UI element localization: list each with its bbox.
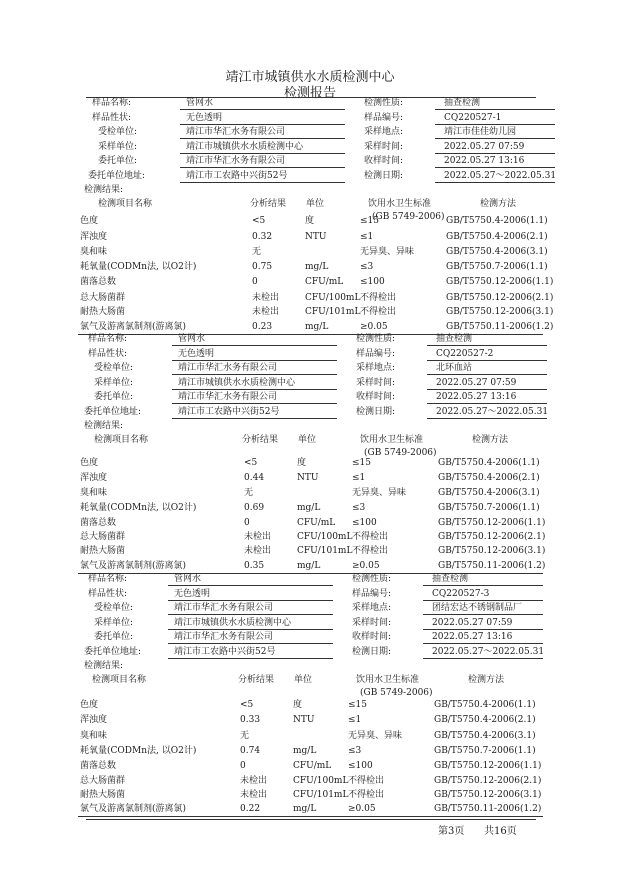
value-recv-time: 2022.05.27 13:16 <box>444 156 525 166</box>
row-standard: ≥0.05 <box>352 561 380 571</box>
row-item-name: 氯气及游离氯制剂(游离氯) <box>80 804 187 814</box>
row-result: 0 <box>244 518 250 528</box>
row-method: GB/T5750.12-2006(1.1) <box>446 277 554 287</box>
underline-client <box>168 643 333 644</box>
row-standard: 不得检出 <box>352 532 389 542</box>
label-test-date: 检测日期: <box>352 646 392 657</box>
row-result: 无 <box>252 247 262 257</box>
row-standard: ≤100 <box>352 518 377 528</box>
value-test-nature: 抽查检测 <box>444 98 481 108</box>
col-header-standard: 饮用水卫生标准 <box>356 675 420 685</box>
row-standard: 不得检出 <box>348 776 385 786</box>
row-unit: CFU/mL <box>305 277 344 287</box>
row-unit: CFU/100mL <box>305 293 361 303</box>
row-result: 未检出 <box>240 790 268 800</box>
section-divider <box>78 573 543 574</box>
results-label: 检测结果: <box>84 185 124 195</box>
underline-sample-place <box>427 374 547 375</box>
label-entrusted: 受检单位: <box>94 603 134 613</box>
value-sample-no: CQ220527-1 <box>444 112 502 123</box>
value-entrusted: 靖江市华汇水务有限公司 <box>178 363 278 373</box>
value-sampler: 靖江市城镇供水水质检测中心 <box>178 377 296 388</box>
row-item-name: 浑浊度 <box>80 715 108 725</box>
label-test-nature: 检测性质: <box>352 574 392 584</box>
row-result: 无 <box>240 731 250 741</box>
underline-test-nature <box>427 345 547 346</box>
row-standard: ≤1 <box>360 232 374 242</box>
underline-sample-place <box>435 138 555 139</box>
underline-sample-time <box>423 629 543 630</box>
row-result: 未检出 <box>244 546 272 556</box>
row-standard: ≤15 <box>348 700 367 710</box>
col-header-item: 检测项目名称 <box>94 435 149 445</box>
col-header-result: 分析结果 <box>250 199 287 209</box>
row-method: GB/T5750.12-2006(3.1) <box>446 307 554 317</box>
row-item-name: 总大肠菌群 <box>80 293 126 303</box>
row-item-name: 耗氧量(CODMn法, 以O2计) <box>80 503 197 513</box>
row-standard: ≤100 <box>348 761 373 771</box>
row-item-name: 浑浊度 <box>80 232 108 242</box>
row-method: GB/T5750.4-2006(1.1) <box>446 216 548 226</box>
row-standard: ≤100 <box>360 277 385 287</box>
underline-sample-time <box>435 153 555 154</box>
value-test-date: 2022.05.27～2022.05.31 <box>444 170 557 181</box>
value-test-date: 2022.05.27～2022.05.31 <box>436 406 549 417</box>
row-unit: NTU <box>305 232 327 242</box>
label-test-nature: 检测性质: <box>356 334 396 344</box>
underline-sample-no <box>435 124 555 125</box>
underline-sample-no <box>423 600 543 601</box>
row-item-name: 臭和味 <box>80 731 108 741</box>
value-sampler: 靖江市城镇供水水质检测中心 <box>174 617 292 628</box>
row-unit: 度 <box>297 458 307 468</box>
col-header-result: 分析结果 <box>238 675 275 685</box>
underline-sample-state <box>172 360 337 361</box>
row-item-name: 浑浊度 <box>80 473 108 483</box>
col-header-unit: 单位 <box>306 199 325 209</box>
row-result: 0.69 <box>244 503 265 513</box>
value-sample-state: 无色透明 <box>174 588 211 599</box>
underline-sampler <box>180 153 345 154</box>
underline-entrusted <box>172 374 337 375</box>
label-test-nature: 检测性质: <box>364 98 404 108</box>
underline-sample-state <box>168 600 333 601</box>
label-sample-time: 采样时间: <box>356 377 396 388</box>
value-sample-state: 无色透明 <box>178 348 215 359</box>
row-standard: 无异臭、异味 <box>360 247 415 257</box>
value-client: 靖江市华汇水务有限公司 <box>186 156 286 166</box>
row-unit: CFU/100mL <box>293 776 349 786</box>
row-result: 未检出 <box>244 532 272 542</box>
underline-sample-state <box>180 124 345 125</box>
underline-client-addr <box>180 182 345 183</box>
row-method: GB/T5750.12-2006(2.1) <box>438 532 546 542</box>
label-client-addr: 委托单位地址: <box>88 170 146 181</box>
value-sample-name: 管网水 <box>186 98 214 108</box>
row-standard: ≤3 <box>352 503 366 513</box>
row-method: GB/T5750.12-2006(3.1) <box>434 790 542 800</box>
row-result: 0 <box>240 761 246 771</box>
row-item-name: 总大肠菌群 <box>80 776 126 786</box>
row-unit: NTU <box>293 715 315 725</box>
results-label: 检测结果: <box>84 421 124 431</box>
row-method: GB/T5750.4-2006(1.1) <box>438 458 540 468</box>
row-standard: ≤1 <box>348 715 362 725</box>
row-standard: ≤15 <box>352 458 371 468</box>
row-method: GB/T5750.4-2006(2.1) <box>434 715 536 725</box>
row-item-name: 菌落总数 <box>80 761 117 771</box>
row-standard: 无异臭、异味 <box>352 488 407 498</box>
underline-client <box>172 403 337 404</box>
row-result: 0.22 <box>240 804 261 814</box>
col-header-method: 检测方法 <box>480 199 517 209</box>
value-client: 靖江市华汇水务有限公司 <box>178 392 278 402</box>
row-method: GB/T5750.11-2006(1.2) <box>446 322 554 332</box>
row-method: GB/T5750.4-2006(3.1) <box>438 488 540 498</box>
underline-sample-name <box>172 345 337 346</box>
row-method: GB/T5750.7-2006(1.1) <box>434 746 536 756</box>
value-sample-place: 北环血站 <box>436 363 473 373</box>
row-method: GB/T5750.4-2006(1.1) <box>434 700 536 710</box>
underline-test-date <box>423 658 543 659</box>
row-result: 0.44 <box>244 473 265 483</box>
label-sample-name: 样品名称: <box>92 98 132 108</box>
underline-entrusted <box>168 614 333 615</box>
label-sample-state: 样品性状: <box>88 588 128 599</box>
label-sample-no: 样品编号: <box>364 112 404 123</box>
value-sample-time: 2022.05.27 07:59 <box>432 617 513 628</box>
value-sample-no: CQ220527-3 <box>432 588 490 599</box>
row-unit: CFU/101mL <box>293 790 349 800</box>
section-divider <box>78 334 543 335</box>
col-header-unit: 单位 <box>294 675 313 685</box>
row-item-name: 耗氧量(CODMn法, 以O2计) <box>80 746 197 756</box>
underline-sample-time <box>427 389 547 390</box>
row-method: GB/T5750.12-2006(3.1) <box>438 546 546 556</box>
row-standard: ≥0.05 <box>360 322 388 332</box>
col-header-unit: 单位 <box>298 435 317 445</box>
label-sample-state: 样品性状: <box>92 112 132 123</box>
row-result: <5 <box>244 458 258 468</box>
row-unit: NTU <box>297 473 319 483</box>
results-label: 检测结果: <box>84 661 124 671</box>
label-client-addr: 委托单位地址: <box>84 406 142 417</box>
row-unit: CFU/100mL <box>297 532 353 542</box>
row-standard: 不得检出 <box>360 293 397 303</box>
row-result: 未检出 <box>240 776 268 786</box>
row-item-name: 色度 <box>80 700 99 710</box>
row-method: GB/T5750.12-2006(1.1) <box>434 761 542 771</box>
row-standard: ≤1 <box>352 473 366 483</box>
label-sample-time: 采样时间: <box>352 617 392 628</box>
row-result: <5 <box>240 700 254 710</box>
row-unit: CFU/mL <box>293 761 332 771</box>
col-header-standard: 饮用水卫生标准 <box>360 435 424 445</box>
row-unit: 度 <box>305 216 315 226</box>
label-entrusted: 受检单位: <box>98 127 138 137</box>
label-sample-time: 采样时间: <box>364 141 404 152</box>
report-subtitle: 检测报告 <box>283 86 336 101</box>
row-method: GB/T5750.12-2006(2.1) <box>434 776 542 786</box>
col-header-result: 分析结果 <box>242 435 279 445</box>
value-test-nature: 抽查检测 <box>436 334 473 344</box>
row-item-name: 色度 <box>80 216 99 226</box>
row-item-name: 耐热大肠菌 <box>80 790 126 800</box>
col-header-standard: 饮用水卫生标准 <box>368 199 432 209</box>
label-sample-no: 样品编号: <box>352 588 392 599</box>
row-standard: 不得检出 <box>360 307 397 317</box>
value-sampler: 靖江市城镇供水水质检测中心 <box>186 141 304 152</box>
label-recv-time: 收样时间: <box>352 632 392 642</box>
label-sample-place: 采样地点: <box>352 603 392 613</box>
label-sampler: 采样单位: <box>94 617 134 628</box>
row-method: GB/T5750.4-2006(2.1) <box>446 232 548 242</box>
label-sampler: 采样单位: <box>94 377 134 388</box>
row-standard: ≤3 <box>348 746 362 756</box>
underline-entrusted <box>180 138 345 139</box>
value-sample-name: 管网水 <box>174 574 202 584</box>
row-method: GB/T5750.12-2006(2.1) <box>446 293 554 303</box>
value-client-addr: 靖江市工农路中兴街52号 <box>178 406 280 417</box>
row-result: 未检出 <box>252 307 280 317</box>
underline-sample-name <box>168 585 333 586</box>
underline-recv-time <box>427 403 547 404</box>
value-sample-place: 团结宏达不锈钢制品厂 <box>432 603 523 613</box>
label-recv-time: 收样时间: <box>356 392 396 402</box>
label-client: 委托单位: <box>94 632 134 642</box>
row-item-name: 总大肠菌群 <box>80 532 126 542</box>
row-unit: CFU/mL <box>297 518 336 528</box>
row-item-name: 臭和味 <box>80 247 108 257</box>
footer-divider <box>86 819 536 820</box>
row-unit: mg/L <box>297 561 321 571</box>
row-item-name: 菌落总数 <box>80 277 117 287</box>
value-sample-name: 管网水 <box>178 334 206 344</box>
underline-recv-time <box>435 167 555 168</box>
underline-test-nature <box>423 585 543 586</box>
underline-recv-time <box>423 643 543 644</box>
value-sample-state: 无色透明 <box>186 112 223 123</box>
row-result: 无 <box>244 488 254 498</box>
value-entrusted: 靖江市华汇水务有限公司 <box>186 127 286 137</box>
section-divider <box>78 816 543 817</box>
underline-client-addr <box>172 418 337 419</box>
value-sample-time: 2022.05.27 07:59 <box>436 377 517 388</box>
underline-test-date <box>427 418 547 419</box>
row-item-name: 氯气及游离氯制剂(游离氯) <box>80 561 187 571</box>
value-recv-time: 2022.05.27 13:16 <box>432 632 513 642</box>
col-header-item: 检测项目名称 <box>92 675 147 685</box>
row-item-name: 菌落总数 <box>80 518 117 528</box>
page-number: 第3页 <box>438 826 465 837</box>
value-sample-place: 靖江市佳佳幼儿园 <box>444 127 517 137</box>
row-standard: 不得检出 <box>348 790 385 800</box>
row-result: 0.23 <box>252 322 273 332</box>
row-result: 0.75 <box>252 262 273 272</box>
value-sample-no: CQ220527-2 <box>436 348 494 359</box>
label-sample-place: 采样地点: <box>356 363 396 373</box>
label-sample-name: 样品名称: <box>88 574 128 584</box>
underline-sampler <box>168 629 333 630</box>
report-title: 靖江市城镇供水水质检测中心 <box>225 70 395 85</box>
page-total: 共16页 <box>484 826 517 837</box>
row-method: GB/T5750.7-2006(1.1) <box>446 262 548 272</box>
label-sampler: 采样单位: <box>98 141 138 152</box>
row-method: GB/T5750.7-2006(1.1) <box>438 503 540 513</box>
row-standard: 无异臭、异味 <box>348 731 403 741</box>
col-header-standard-code: (GB 5749-2006) <box>364 448 437 458</box>
row-result: 0.74 <box>240 746 261 756</box>
value-client-addr: 靖江市工农路中兴街52号 <box>186 170 288 181</box>
underline-sample-name <box>180 109 345 110</box>
value-test-date: 2022.05.27～2022.05.31 <box>432 646 545 657</box>
underline-sampler <box>172 389 337 390</box>
row-unit: mg/L <box>293 746 317 756</box>
underline-test-nature <box>435 109 555 110</box>
row-item-name: 臭和味 <box>80 488 108 498</box>
row-item-name: 耗氧量(CODMn法, 以O2计) <box>80 262 197 272</box>
label-entrusted: 受检单位: <box>94 363 134 373</box>
row-standard: ≤3 <box>360 262 374 272</box>
row-result: 0.33 <box>240 715 261 725</box>
label-sample-no: 样品编号: <box>356 348 396 359</box>
value-recv-time: 2022.05.27 13:16 <box>436 392 517 402</box>
col-header-method: 检测方法 <box>468 675 505 685</box>
col-header-standard-code: (GB 5749-2006) <box>360 688 433 698</box>
label-test-date: 检测日期: <box>364 170 404 181</box>
row-unit: mg/L <box>297 503 321 513</box>
row-result: 未检出 <box>252 293 280 303</box>
label-sample-name: 样品名称: <box>88 334 128 344</box>
row-standard: ≤15 <box>360 216 379 226</box>
row-method: GB/T5750.4-2006(2.1) <box>438 473 540 483</box>
underline-test-date <box>435 182 555 183</box>
row-item-name: 色度 <box>80 458 99 468</box>
underline-sample-no <box>427 360 547 361</box>
row-method: GB/T5750.11-2006(1.2) <box>434 804 542 814</box>
label-client: 委托单位: <box>94 392 134 402</box>
row-method: GB/T5750.4-2006(3.1) <box>434 731 536 741</box>
row-unit: 度 <box>293 700 303 710</box>
label-test-date: 检测日期: <box>356 406 396 417</box>
row-result: 0.32 <box>252 232 273 242</box>
label-client-addr: 委托单位地址: <box>84 646 142 657</box>
row-unit: mg/L <box>305 262 329 272</box>
row-unit: mg/L <box>305 322 329 332</box>
label-client: 委托单位: <box>98 156 138 166</box>
row-method: GB/T5750.11-2006(1.2) <box>438 561 546 571</box>
row-result: 0.35 <box>244 561 265 571</box>
col-header-item: 检测项目名称 <box>98 199 153 209</box>
label-sample-place: 采样地点: <box>364 127 404 137</box>
row-method: GB/T5750.12-2006(1.1) <box>438 518 546 528</box>
col-header-standard-code: (GB 5749-2006) <box>372 212 445 222</box>
row-result: <5 <box>252 216 266 226</box>
value-client-addr: 靖江市工农路中兴街52号 <box>174 646 276 657</box>
label-sample-state: 样品性状: <box>88 348 128 359</box>
row-unit: CFU/101mL <box>305 307 361 317</box>
underline-sample-place <box>423 614 543 615</box>
row-result: 0 <box>252 277 258 287</box>
underline-client <box>180 167 345 168</box>
row-item-name: 耐热大肠菌 <box>80 307 126 317</box>
row-item-name: 氯气及游离氯制剂(游离氯) <box>80 322 187 332</box>
value-client: 靖江市华汇水务有限公司 <box>174 632 274 642</box>
value-test-nature: 抽查检测 <box>432 574 469 584</box>
row-standard: 不得检出 <box>352 546 389 556</box>
label-recv-time: 收样时间: <box>364 156 404 166</box>
underline-client-addr <box>168 658 333 659</box>
value-entrusted: 靖江市华汇水务有限公司 <box>174 603 274 613</box>
row-standard: ≥0.05 <box>348 804 376 814</box>
row-item-name: 耐热大肠菌 <box>80 546 126 556</box>
row-unit: mg/L <box>293 804 317 814</box>
row-unit: CFU/101mL <box>297 546 353 556</box>
value-sample-time: 2022.05.27 07:59 <box>444 141 525 152</box>
row-method: GB/T5750.4-2006(3.1) <box>446 247 548 257</box>
col-header-method: 检测方法 <box>472 435 509 445</box>
